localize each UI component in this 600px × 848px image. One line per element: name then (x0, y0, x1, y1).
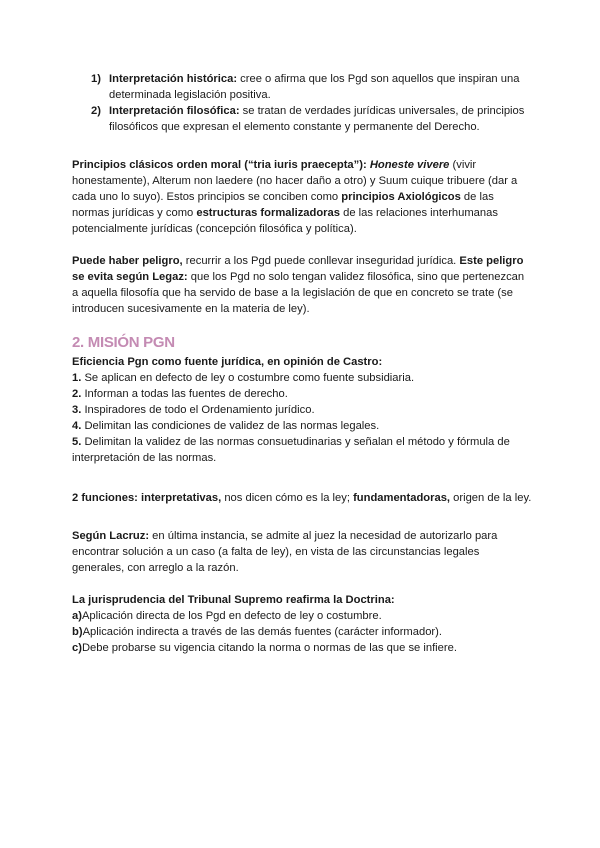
funciones-fundamentadoras: fundamentadoras, (353, 492, 451, 504)
principios-paragraph (72, 157, 532, 237)
list-item-title: Interpretación filosófica: (109, 105, 240, 117)
eficiencia-title: Eficiencia Pgn como fuente jurídica, en opinión de Castro: (72, 356, 383, 368)
list-number: 2) (91, 105, 101, 117)
principios-text-3: de las relaciones interhumanas potencialmente jurídicas (concepción filosófica y política). (72, 207, 498, 235)
section-heading: 2. MISIÓN PGN (72, 334, 175, 351)
lacruz-lead: Según Lacruz: (72, 530, 150, 542)
principios-lead: Principios clásicos orden moral (“tria iuris praecepta”): (72, 159, 370, 171)
list-item: 4. Delimitan las condiciones de validez de las normas legales. (72, 420, 380, 432)
list-item-text: cree o afirma que los Pgd son aquellos que inspiran una determinada legislación positiva. (109, 73, 520, 101)
peligro-text-2: que los Pgd no solo tengan validez filosófica, sino que pertenezcan a aquella filosofía que ha servido de base a la legislación de que en concreto se trate (se introducen sucesivamente en la materia de ley). (72, 271, 525, 315)
funciones-text-1: nos dicen cómo es la ley; (221, 492, 354, 504)
document-page (72, 71, 532, 672)
jurisprudencia-title: La jurisprudencia del Tribunal Supremo reafirma la Doctrina: (72, 594, 395, 606)
principios-axiologicos: principios Axiológicos (341, 191, 461, 203)
honeste-vivere: Honeste vivere (369, 159, 450, 171)
principios-text-1: (vivir honestamente), Alterum non laedere (no hacer daño a otro) y Suum cuique tribuere (dar a cada uno lo suyo). Estos principios se conciben como (72, 159, 518, 203)
list-item (72, 71, 532, 103)
list-item-text: se tratan de verdades jurídicas universales, de principios filosóficos que expresan el elemento constante y permanente del Derecho. (109, 105, 525, 133)
list-item: c)Debe probarse su vigencia citando la norma o normas de las que se infiere. (72, 642, 457, 654)
peligro-legaz: Este peligro se evita según Legaz: (72, 255, 524, 283)
estructuras-formalizadoras: estructuras formalizadoras (196, 207, 340, 219)
list-item: 2. Informan a todas las fuentes de derecho. (72, 388, 288, 400)
list-item: 1. Se aplican en defecto de ley o costumbre como fuente subsidiaria. (72, 372, 415, 384)
list-number: 1) (91, 73, 101, 85)
funciones-paragraph (72, 490, 532, 506)
list-item: a)Aplicación directa de los Pgd en defecto de ley o costumbre. (72, 610, 382, 622)
list-item: 5. Delimitan la validez de las normas consuetudinarias y señalan el método y fórmula de interpretación de las normas. (72, 436, 510, 464)
list-item (72, 103, 532, 135)
jurisprudencia-block (72, 592, 532, 656)
interpretation-list (72, 71, 532, 135)
funciones-text-2: origen de la ley. (450, 492, 532, 504)
principios-text-2: de las normas jurídicas y como (72, 191, 494, 219)
list-item: 3. Inspiradores de todo el Ordenamiento jurídico. (72, 404, 315, 416)
peligro-lead: Puede haber peligro, (72, 255, 183, 267)
eficiencia-block (72, 354, 532, 466)
list-item-title: Interpretación histórica: (109, 73, 238, 85)
peligro-text-1: recurrir a los Pgd puede conllevar inseguridad jurídica. (182, 255, 460, 267)
peligro-paragraph (72, 253, 532, 317)
lacruz-paragraph (72, 528, 532, 576)
lacruz-text: en última instancia, se admite al juez la necesidad de autorizarlo para encontrar solución a un caso (a falta de ley), en vista de las circunstancias legales generales, con arreglo a la razón. (72, 530, 498, 574)
list-item: b)Aplicación indirecta a través de las demás fuentes (carácter informador). (72, 626, 442, 638)
funciones-lead: 2 funciones: interpretativas, (72, 492, 222, 504)
